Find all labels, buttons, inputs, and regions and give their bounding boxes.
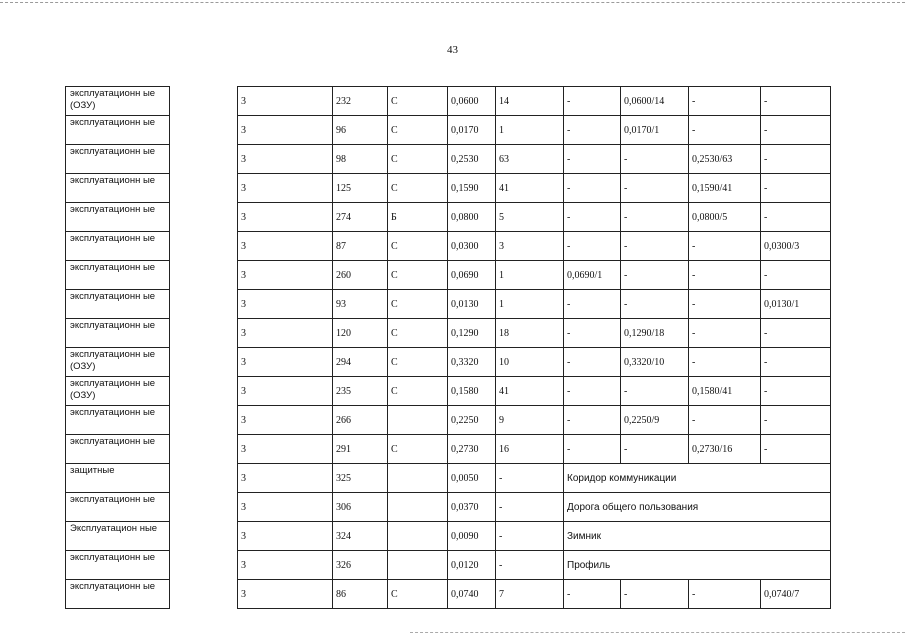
table-row xyxy=(66,232,831,261)
cell-quarter-number: 86 xyxy=(333,580,388,609)
cell-value-d: 0,0300/3 xyxy=(761,232,831,261)
cell-count: - xyxy=(496,464,564,493)
cell-spacer xyxy=(170,261,238,290)
cell-land-category: эксплуатационн ые xyxy=(66,435,170,464)
cell-spacer xyxy=(170,319,238,348)
cell-forest-type: С xyxy=(388,435,448,464)
cell-land-category: эксплуатационн ые xyxy=(66,319,170,348)
cell-quarter-number: 325 xyxy=(333,464,388,493)
cell-value-d: - xyxy=(761,435,831,464)
cell-purpose-description: Профиль xyxy=(564,551,831,580)
cell-quarter-group: 3 xyxy=(238,145,333,174)
cell-count: 1 xyxy=(496,116,564,145)
table-row xyxy=(66,464,831,493)
cell-value-b: - xyxy=(621,174,689,203)
cell-forest-type: С xyxy=(388,580,448,609)
scan-edge-bottom xyxy=(410,632,905,633)
land-plots-table xyxy=(65,86,831,609)
cell-value-d: - xyxy=(761,319,831,348)
cell-value-c: - xyxy=(689,232,761,261)
cell-land-category: эксплуатационн ые xyxy=(66,493,170,522)
cell-spacer xyxy=(170,406,238,435)
cell-value-a: 0,0690/1 xyxy=(564,261,621,290)
table-row xyxy=(66,203,831,232)
cell-count: 10 xyxy=(496,348,564,377)
cell-value-c: - xyxy=(689,116,761,145)
cell-land-category: защитные xyxy=(66,464,170,493)
cell-spacer xyxy=(170,493,238,522)
cell-quarter-group: 3 xyxy=(238,116,333,145)
cell-forest-type xyxy=(388,522,448,551)
cell-land-category: эксплуатационн ые xyxy=(66,406,170,435)
cell-value-b: - xyxy=(621,580,689,609)
cell-quarter-group: 3 xyxy=(238,319,333,348)
cell-quarter-number: 266 xyxy=(333,406,388,435)
cell-count: 14 xyxy=(496,87,564,116)
cell-count: 63 xyxy=(496,145,564,174)
cell-value-c: - xyxy=(689,406,761,435)
cell-land-category: эксплуатационн ые (ОЗУ) xyxy=(66,87,170,116)
table-row xyxy=(66,145,831,174)
cell-forest-type: С xyxy=(388,348,448,377)
cell-purpose-description: Дорога общего пользования xyxy=(564,493,831,522)
cell-value-a: - xyxy=(564,203,621,232)
cell-value-c: 0,1580/41 xyxy=(689,377,761,406)
cell-count: - xyxy=(496,522,564,551)
cell-value-c: - xyxy=(689,319,761,348)
cell-area: 0,2730 xyxy=(448,435,496,464)
cell-land-category: эксплуатационн ые xyxy=(66,203,170,232)
cell-quarter-group: 3 xyxy=(238,203,333,232)
cell-forest-type xyxy=(388,464,448,493)
cell-count: 3 xyxy=(496,232,564,261)
cell-value-a: - xyxy=(564,290,621,319)
cell-value-b: - xyxy=(621,145,689,174)
cell-land-category: эксплуатационн ые xyxy=(66,174,170,203)
cell-land-category: эксплуатационн ые (ОЗУ) xyxy=(66,348,170,377)
cell-area: 0,0600 xyxy=(448,87,496,116)
cell-forest-type xyxy=(388,406,448,435)
cell-forest-type xyxy=(388,493,448,522)
cell-spacer xyxy=(170,435,238,464)
cell-count: 7 xyxy=(496,580,564,609)
cell-count: 1 xyxy=(496,290,564,319)
cell-value-c: - xyxy=(689,348,761,377)
cell-quarter-group: 3 xyxy=(238,493,333,522)
cell-area: 0,1580 xyxy=(448,377,496,406)
cell-forest-type: С xyxy=(388,377,448,406)
cell-count: 18 xyxy=(496,319,564,348)
table-row xyxy=(66,87,831,116)
cell-land-category: эксплуатационн ые xyxy=(66,580,170,609)
cell-land-category: эксплуатационн ые xyxy=(66,145,170,174)
cell-value-c: 0,1590/41 xyxy=(689,174,761,203)
cell-land-category: эксплуатационн ые xyxy=(66,290,170,319)
cell-count: 1 xyxy=(496,261,564,290)
cell-forest-type: С xyxy=(388,174,448,203)
table-row xyxy=(66,493,831,522)
cell-quarter-group: 3 xyxy=(238,261,333,290)
cell-quarter-group: 3 xyxy=(238,406,333,435)
table-row xyxy=(66,377,831,406)
cell-area: 0,0690 xyxy=(448,261,496,290)
cell-area: 0,0370 xyxy=(448,493,496,522)
cell-value-a: - xyxy=(564,174,621,203)
cell-forest-type: С xyxy=(388,232,448,261)
cell-spacer xyxy=(170,377,238,406)
cell-quarter-group: 3 xyxy=(238,435,333,464)
cell-quarter-number: 294 xyxy=(333,348,388,377)
cell-quarter-group: 3 xyxy=(238,87,333,116)
cell-value-c: 0,0800/5 xyxy=(689,203,761,232)
cell-area: 0,0120 xyxy=(448,551,496,580)
table-row xyxy=(66,261,831,290)
cell-value-b: - xyxy=(621,232,689,261)
cell-forest-type: С xyxy=(388,290,448,319)
cell-quarter-group: 3 xyxy=(238,551,333,580)
cell-value-a: - xyxy=(564,406,621,435)
cell-value-c: - xyxy=(689,261,761,290)
table-row xyxy=(66,319,831,348)
cell-value-d: - xyxy=(761,174,831,203)
cell-value-d: - xyxy=(761,261,831,290)
cell-value-b: 0,0170/1 xyxy=(621,116,689,145)
cell-spacer xyxy=(170,580,238,609)
cell-forest-type xyxy=(388,551,448,580)
cell-value-d: - xyxy=(761,377,831,406)
cell-quarter-group: 3 xyxy=(238,348,333,377)
cell-value-a: - xyxy=(564,348,621,377)
cell-value-c: - xyxy=(689,290,761,319)
cell-spacer xyxy=(170,145,238,174)
cell-value-b: 0,0600/14 xyxy=(621,87,689,116)
cell-spacer xyxy=(170,87,238,116)
cell-value-c: - xyxy=(689,87,761,116)
cell-land-category: эксплуатационн ые xyxy=(66,232,170,261)
cell-count: 16 xyxy=(496,435,564,464)
cell-spacer xyxy=(170,464,238,493)
cell-quarter-number: 260 xyxy=(333,261,388,290)
cell-quarter-number: 306 xyxy=(333,493,388,522)
cell-spacer xyxy=(170,232,238,261)
cell-area: 0,1290 xyxy=(448,319,496,348)
table-row xyxy=(66,551,831,580)
cell-value-d: - xyxy=(761,348,831,377)
cell-quarter-number: 326 xyxy=(333,551,388,580)
cell-count: - xyxy=(496,493,564,522)
cell-quarter-group: 3 xyxy=(238,377,333,406)
cell-value-b: 0,3320/10 xyxy=(621,348,689,377)
cell-value-a: - xyxy=(564,145,621,174)
cell-spacer xyxy=(170,116,238,145)
cell-land-category: эксплуатационн ые xyxy=(66,551,170,580)
cell-quarter-number: 87 xyxy=(333,232,388,261)
cell-area: 0,0740 xyxy=(448,580,496,609)
cell-value-a: - xyxy=(564,116,621,145)
cell-spacer xyxy=(170,522,238,551)
cell-value-d: - xyxy=(761,145,831,174)
cell-quarter-number: 274 xyxy=(333,203,388,232)
cell-quarter-number: 98 xyxy=(333,145,388,174)
cell-value-d: 0,0130/1 xyxy=(761,290,831,319)
table-row xyxy=(66,406,831,435)
cell-spacer xyxy=(170,174,238,203)
cell-land-category: эксплуатационн ые xyxy=(66,116,170,145)
cell-value-b: - xyxy=(621,377,689,406)
cell-value-d: - xyxy=(761,406,831,435)
table-row xyxy=(66,290,831,319)
cell-value-d: - xyxy=(761,87,831,116)
cell-count: - xyxy=(496,551,564,580)
cell-spacer xyxy=(170,203,238,232)
cell-land-category: эксплуатационн ые (ОЗУ) xyxy=(66,377,170,406)
table-row xyxy=(66,522,831,551)
cell-value-b: - xyxy=(621,435,689,464)
cell-value-b: - xyxy=(621,261,689,290)
cell-land-category: эксплуатационн ые xyxy=(66,261,170,290)
cell-quarter-number: 120 xyxy=(333,319,388,348)
cell-value-a: - xyxy=(564,435,621,464)
cell-area: 0,0170 xyxy=(448,116,496,145)
cell-value-c: - xyxy=(689,580,761,609)
table-row xyxy=(66,580,831,609)
cell-value-c: 0,2730/16 xyxy=(689,435,761,464)
cell-quarter-group: 3 xyxy=(238,522,333,551)
cell-quarter-number: 232 xyxy=(333,87,388,116)
cell-forest-type: Б xyxy=(388,203,448,232)
cell-value-d: 0,0740/7 xyxy=(761,580,831,609)
cell-area: 0,2250 xyxy=(448,406,496,435)
cell-value-b: 0,1290/18 xyxy=(621,319,689,348)
cell-quarter-group: 3 xyxy=(238,580,333,609)
cell-area: 0,0090 xyxy=(448,522,496,551)
cell-value-b: - xyxy=(621,290,689,319)
table-row xyxy=(66,174,831,203)
page-number: 43 xyxy=(447,44,458,56)
cell-area: 0,1590 xyxy=(448,174,496,203)
cell-value-b: 0,2250/9 xyxy=(621,406,689,435)
cell-quarter-number: 96 xyxy=(333,116,388,145)
cell-spacer xyxy=(170,348,238,377)
cell-value-a: - xyxy=(564,87,621,116)
cell-area: 0,2530 xyxy=(448,145,496,174)
scan-edge-top xyxy=(0,2,905,3)
cell-quarter-number: 291 xyxy=(333,435,388,464)
cell-forest-type: С xyxy=(388,319,448,348)
cell-value-a: - xyxy=(564,232,621,261)
cell-area: 0,0300 xyxy=(448,232,496,261)
cell-value-c: 0,2530/63 xyxy=(689,145,761,174)
cell-area: 0,0130 xyxy=(448,290,496,319)
cell-area: 0,3320 xyxy=(448,348,496,377)
cell-value-d: - xyxy=(761,203,831,232)
cell-quarter-group: 3 xyxy=(238,174,333,203)
cell-quarter-number: 235 xyxy=(333,377,388,406)
cell-purpose-description: Зимник xyxy=(564,522,831,551)
cell-count: 9 xyxy=(496,406,564,435)
table-row xyxy=(66,116,831,145)
cell-quarter-group: 3 xyxy=(238,232,333,261)
cell-quarter-number: 324 xyxy=(333,522,388,551)
cell-area: 0,0050 xyxy=(448,464,496,493)
table-row xyxy=(66,348,831,377)
cell-spacer xyxy=(170,551,238,580)
cell-value-a: - xyxy=(564,377,621,406)
cell-forest-type: С xyxy=(388,261,448,290)
cell-spacer xyxy=(170,290,238,319)
cell-quarter-number: 125 xyxy=(333,174,388,203)
cell-value-d: - xyxy=(761,116,831,145)
cell-count: 41 xyxy=(496,377,564,406)
cell-forest-type: С xyxy=(388,87,448,116)
table-row xyxy=(66,435,831,464)
cell-land-category: Эксплуатацион ные xyxy=(66,522,170,551)
cell-quarter-group: 3 xyxy=(238,290,333,319)
cell-value-a: - xyxy=(564,580,621,609)
cell-quarter-group: 3 xyxy=(238,464,333,493)
cell-forest-type: С xyxy=(388,116,448,145)
cell-value-b: - xyxy=(621,203,689,232)
cell-forest-type: С xyxy=(388,145,448,174)
cell-purpose-description: Коридор коммуникации xyxy=(564,464,831,493)
cell-count: 41 xyxy=(496,174,564,203)
cell-quarter-number: 93 xyxy=(333,290,388,319)
cell-value-a: - xyxy=(564,319,621,348)
cell-count: 5 xyxy=(496,203,564,232)
cell-area: 0,0800 xyxy=(448,203,496,232)
